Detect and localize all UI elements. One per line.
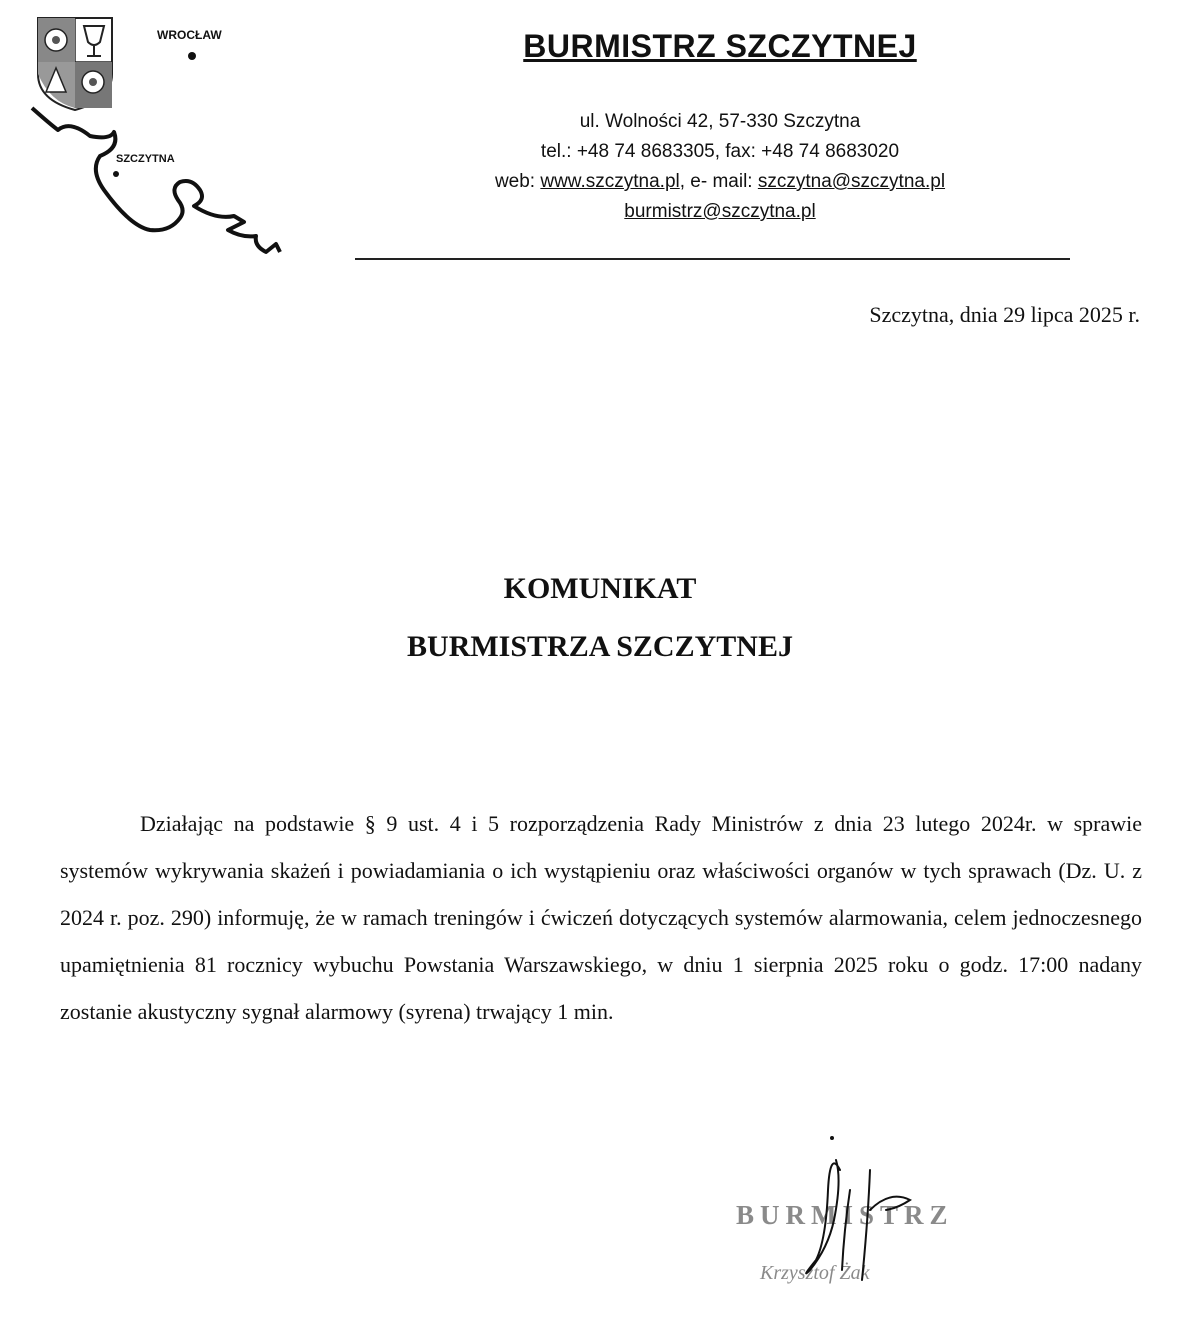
letterhead-email-line [380, 201, 1060, 223]
email-label: , e- mail: [679, 171, 758, 192]
body-paragraph: Działając na podstawie § 9 ust. 4 i 5 rozporządzenia Rady Ministrów z dnia 23 lutego 2024r. w sprawie systemów wykrywania skażeń i powiadamiania o ich wystąpieniu oraz właściwości organów w tych sprawach (Dz. U. z 2024 r. poz. 290) informuję, że w ramach treningów i ćwiczeń dotyczących systemów alarmowania, celem jednoczesnego upamiętnienia 81 rocznicy wybuchu Powstania Warszawskiego, w dniu 1 sierpnia 2025 roku o godz. 17:00 nadany zostanie akustyczny sygnał alarmowy (syrena) trwający 1 min. [60, 811, 1142, 1024]
handwritten-signature [780, 1130, 940, 1290]
stamp-name: Krzysztof Żak [760, 1262, 870, 1284]
document-heading-line2: BURMISTRZA SZCZYTNEJ [407, 630, 793, 663]
letterhead-phone: tel.: +48 74 8683305, fax: +48 74 8683020 [540, 141, 900, 162]
letterhead-web-line [380, 171, 1060, 193]
document-heading-line1: KOMUNIKAT [503, 572, 697, 605]
wroclaw-marker [188, 52, 196, 60]
stamp-title: BURMISTRZ [736, 1200, 954, 1230]
map-label-szczytna: SZCZYTNA [116, 153, 175, 165]
header-divider [355, 258, 1070, 260]
letterhead-title: BURMISTRZ SZCZYTNEJ [523, 28, 917, 64]
website-link[interactable]: www.szczytna.pl [540, 171, 680, 192]
map-label-wroclaw: WROCŁAW [157, 28, 222, 42]
szczytna-marker [113, 171, 119, 177]
email-link-office[interactable]: szczytna@szczytna.pl [757, 171, 946, 192]
announcement-body [60, 800, 1142, 1035]
letterhead-address: ul. Wolności 42, 57-330 Szczytna [579, 111, 861, 132]
date-line: Szczytna, dnia 29 lipca 2025 r. [869, 302, 1140, 327]
web-label: web: [494, 171, 541, 192]
email-link-mayor[interactable]: burmistrz@szczytna.pl [624, 201, 816, 222]
